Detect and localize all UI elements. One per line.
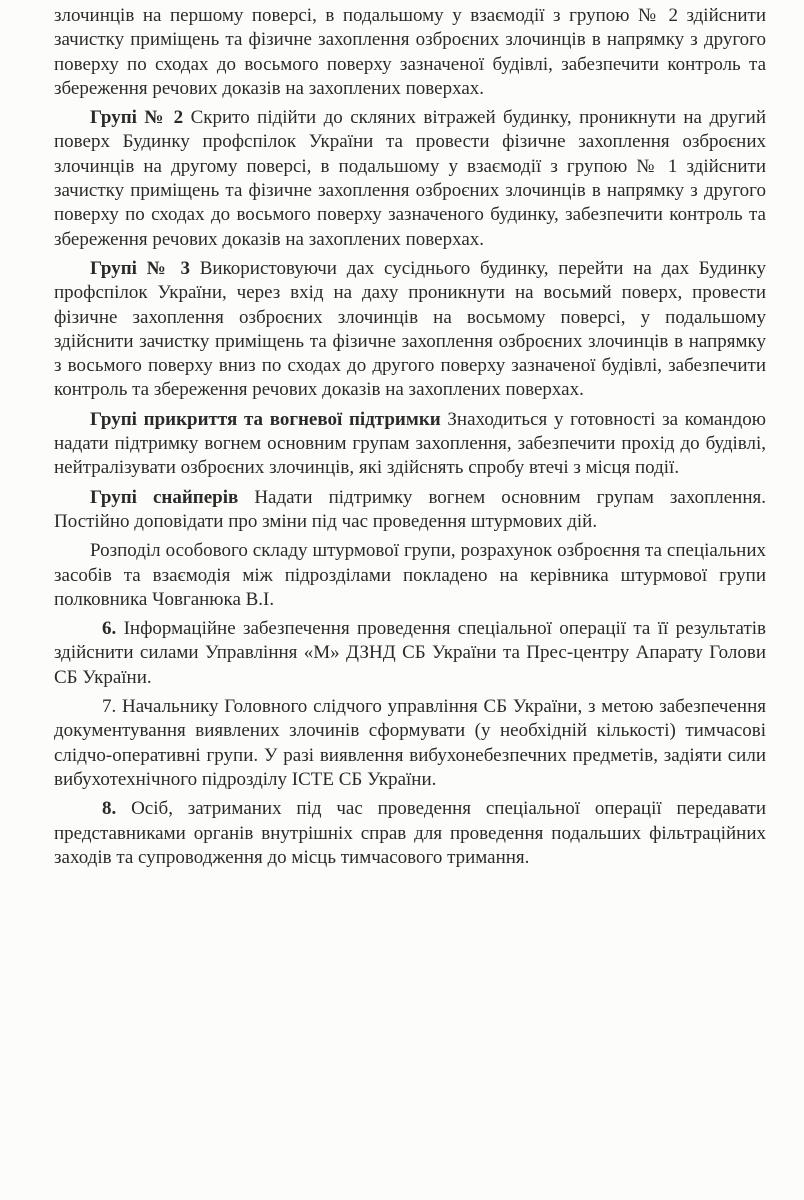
paragraph-item-8 (54, 797, 766, 870)
paragraph-distribution-text: Розподіл особового складу штурмової групи, розрахунок озброєння та спеціальних засобів та взаємодія між підрозділами покладено на керівника штурмової групи полковника Човганюка В.І. (54, 540, 766, 610)
paragraph-item-8-number: 8. (102, 798, 117, 820)
paragraph-group-3-text: Використовуючи дах сусіднього будинку, перейти на дах Будинку профспілок України, через вхід на даху проникнути на восьмий поверх, провести фізичне захоплення озброєних злочинців на восьмому поверсі, у подальшому здійснити зачистку приміщень та фізичне захоплення озброєних злочинців в напрямку з восьмого поверху вниз по сходах до другого поверху зазначеної будівлі, забезпечити контроль та збереження речових доказів на захоплених поверхах. (54, 257, 767, 401)
paragraph-1-text: злочинців на першому поверсі, в подальшому у взаємодії з групою № 2 здійснити зачистку приміщень та фізичне захоплення озброєних злочинців в напрямку з другого поверху по сходах до восьмого поверху зазначеної будівлі, забезпечити контроль та збереження речових доказів на захоплених поверхах. (54, 5, 766, 99)
paragraph-item-7 (54, 695, 766, 792)
paragraph-cover-group-text: Знаходиться у готовності за командою надати підтримку вогнем основним групам захоплення, забезпечити прохід до будівлі, нейтралізувати озброєних злочинців, які здійснять спробу втечі з місця події. (54, 408, 766, 479)
paragraph-item-6 (54, 617, 766, 690)
paragraph-sniper-group (54, 486, 766, 535)
paragraph-cover-group (54, 408, 766, 481)
paragraph-group-2-lead: Групі № 2 (90, 107, 184, 129)
paragraph-1 (54, 4, 766, 101)
paragraph-item-8-text: Осіб, затриманих під час проведення спеціальної операції передавати представниками органів внутрішніх справ для проведення подальших фільтраційних заходів та супроводження до місць тимчасового тримання. (54, 798, 766, 868)
paragraph-group-2 (54, 106, 766, 252)
paragraph-item-6-text: Інформаційне забезпечення проведення спеціальної операції та її результатів здійснити силами Управління «М» ДЗНД СБ України та Прес-центру Апарату Голови СБ України. (54, 618, 766, 688)
paragraph-group-2-text: Скрито підійти до скляних вітражей будинку, проникнути на другий поверх Будинку профспілок України та провести фізичне захоплення озброєних злочинців на другому поверсі, в подальшому у взаємодії з групою № 1 здійснити зачистку приміщень та фізичне захоплення озброєних злочинців в напрямку з другого поверху по сходах до восьмого поверху зазначеного будинку, забезпечити контроль та збереження речових доказів на захоплених поверхах. (54, 107, 766, 250)
paragraph-group-3 (54, 257, 766, 403)
paragraph-item-6-number: 6. (102, 618, 117, 640)
bleed-through-text (110, 940, 765, 954)
document-body (54, 4, 766, 875)
paragraph-item-7-text: 7. Начальнику Головного слідчого управління СБ України, з метою забезпечення документування виявлених злочинів сформувати (у необхідній кількості) тимчасові слідчо-оперативні групи. У разі виявлення вибухонебезпечних предметів, задіяти сили вибухотехнічного підрозділу ІСТЕ СБ України. (54, 696, 766, 790)
paragraph-sniper-group-text: Надати підтримку вогнем основним групам захоплення. Постійно доповідати про зміни під час проведення штурмових дій. (54, 486, 767, 532)
paragraph-cover-group-lead: Групі прикриття та вогневої підтримки (90, 408, 441, 430)
paragraph-group-3-lead: Групі № 3 (90, 257, 190, 279)
paragraph-distribution (54, 539, 766, 612)
paragraph-sniper-group-lead: Групі снайперів (90, 486, 239, 508)
